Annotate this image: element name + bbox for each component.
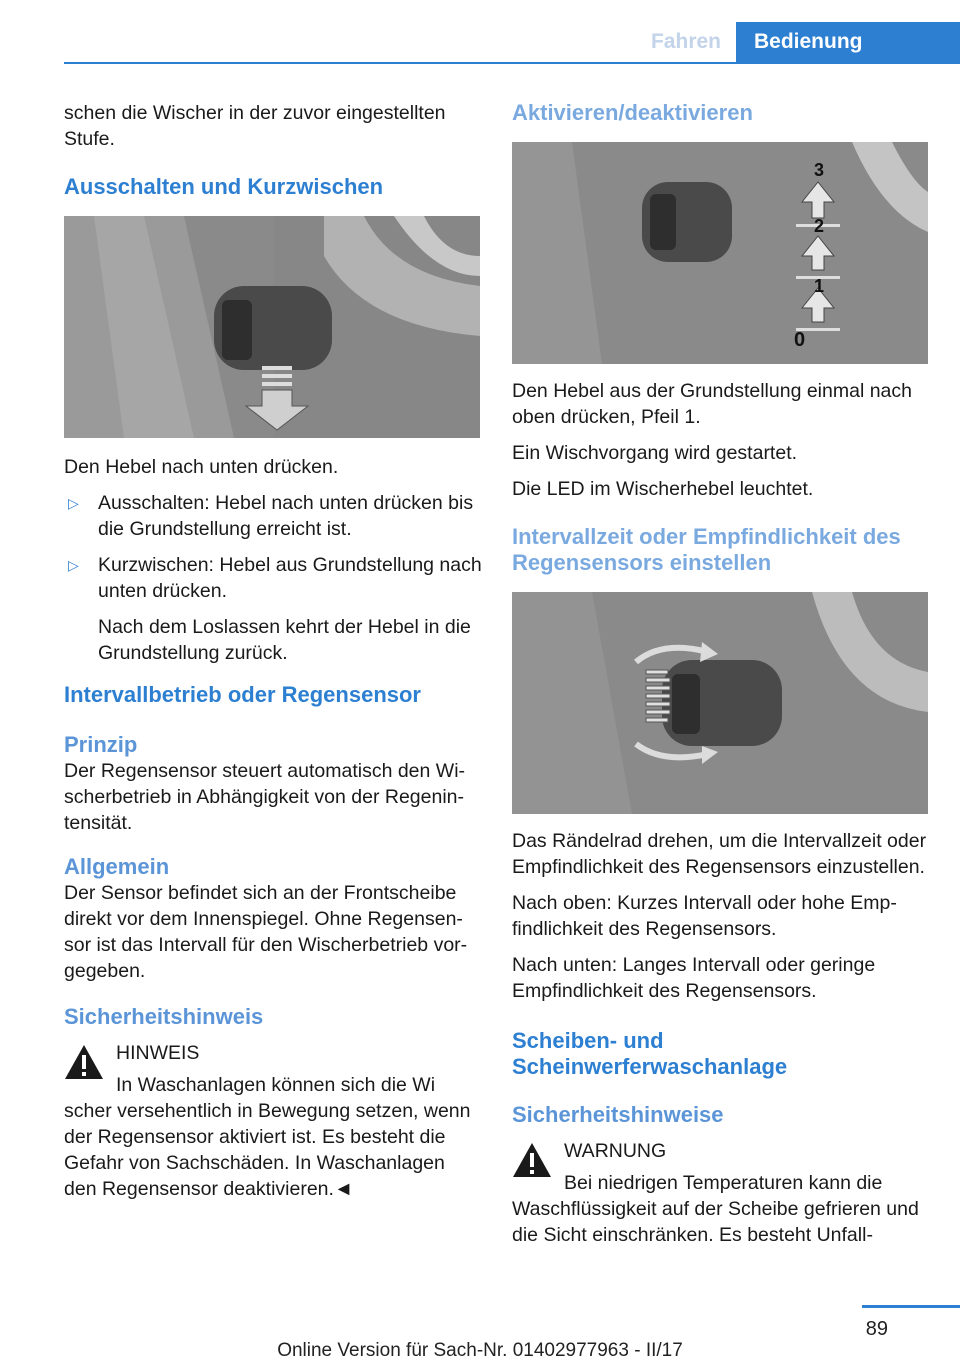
bullet-list bbox=[64, 490, 482, 666]
figure-lever-down bbox=[64, 216, 480, 438]
bullet-subtext: Nach dem Loslassen kehrt der Hebel in die Grundstellung zurück. bbox=[98, 616, 471, 664]
warning-triangle-icon bbox=[512, 1142, 552, 1178]
list-item bbox=[64, 490, 482, 542]
text-nach-unten: Nach unten: Langes Intervall oder geringe Empfindlichkeit des Regensensors. bbox=[512, 954, 876, 1002]
heading-aktivieren: Aktivieren/deaktivieren bbox=[512, 100, 753, 125]
header-tab-bedienung[interactable]: Bedienung bbox=[736, 22, 960, 62]
heading-scheiben: Scheiben- und Scheinwerferwaschanlage bbox=[512, 1028, 788, 1079]
intro-text: schen die Wischer in der zuvor eingestellten Stufe. bbox=[64, 102, 446, 150]
text-led: Die LED im Wischerhebel leuchtet. bbox=[512, 478, 814, 500]
page-number-rule bbox=[862, 1305, 960, 1308]
bullet-text: Kurzwischen: Hebel aus Grundstellung nach unten drücken. bbox=[98, 554, 482, 602]
left-column bbox=[64, 100, 482, 1202]
text-hebel-unten: Den Hebel nach unten drücken. bbox=[64, 456, 339, 478]
heading-intervallzeit: Intervallzeit oder Empfindlichkeit des Regensensors einstellen bbox=[512, 524, 901, 575]
list-item bbox=[64, 552, 482, 666]
figure-arrow-label: 1 bbox=[814, 276, 825, 296]
bullet-text: Ausschalten: Hebel nach unten drücken bis die Grundstellung erreicht ist. bbox=[98, 492, 474, 540]
heading-sicherheitshinweise: Sicherheitshinweise bbox=[512, 1102, 724, 1127]
heading-ausschalten: Ausschalten und Kurzwischen bbox=[64, 174, 384, 199]
hint-box bbox=[64, 1040, 482, 1098]
triangle-bullet-icon: ▷ bbox=[68, 557, 79, 573]
warning-box bbox=[512, 1138, 930, 1196]
right-column bbox=[512, 100, 930, 1248]
text-nach-oben: Nach oben: Kurzes Intervall oder hohe Empfindlichkeit des Regensensors. bbox=[512, 892, 897, 940]
text-raendelrad: Das Rändelrad drehen, um die Intervallzeit oder Empfindlichkeit des Regensensors einzustellen. bbox=[512, 830, 927, 878]
text-wischvorgang: Ein Wischvorgang wird gestartet. bbox=[512, 442, 798, 464]
header-tab-fahren[interactable]: Fahren bbox=[650, 30, 721, 53]
figure-arrow-label: 0 bbox=[794, 329, 806, 351]
figure-lever-up bbox=[512, 142, 928, 364]
hint-label: HINWEIS bbox=[116, 1042, 200, 1064]
text-hebel-oben: Den Hebel aus der Grundstellung einmal nach oben drücken, Pfeil 1. bbox=[512, 380, 912, 428]
text-prinzip: Der Regensensor steuert automatisch den Wischerbetrieb in Abhängigkeit von der Regenintensität. bbox=[64, 760, 466, 834]
hint-text: scher versehentlich in Bewegung setzen, wenn der Regensensor aktiviert ist. Es besteht die Gefahr von Sachschäden. In Waschanlagen den Regensensor deaktivieren.◄ bbox=[64, 1100, 471, 1200]
text-allgemein: Der Sensor befindet sich an der Frontscheibe direkt vor dem Innenspiegel. Ohne Regensensor ist das Intervall für den Wischerbetrieb vorgegeben. bbox=[64, 882, 468, 982]
heading-sicherheitshinweis: Sicherheitshinweis bbox=[64, 1004, 264, 1029]
page-number: 89 bbox=[865, 1318, 888, 1340]
figure-arrow-label: 3 bbox=[814, 160, 825, 180]
hint-text-first: In Waschanlagen können sich die Wi bbox=[116, 1074, 436, 1096]
warning-label: WARNUNG bbox=[564, 1140, 667, 1162]
figure-knurled-wheel bbox=[512, 592, 928, 814]
header-rule bbox=[64, 62, 960, 64]
triangle-bullet-icon: ▷ bbox=[68, 495, 79, 511]
warning-text: Waschflüssigkeit auf der Scheibe gefrieren und die Sicht einschränken. Es besteht Unfall- bbox=[512, 1198, 919, 1246]
warning-text-first: Bei niedrigen Temperaturen kann die bbox=[564, 1172, 883, 1194]
heading-allgemein: Allgemein bbox=[64, 854, 170, 879]
figure-arrow-label: 2 bbox=[814, 216, 825, 236]
heading-intervallbetrieb: Intervallbetrieb oder Regensensor bbox=[64, 682, 421, 707]
warning-triangle-icon bbox=[64, 1044, 104, 1080]
footer-text: Online Version für Sach-Nr. 01402977963 - II/17 bbox=[277, 1340, 683, 1361]
heading-prinzip: Prinzip bbox=[64, 732, 138, 757]
